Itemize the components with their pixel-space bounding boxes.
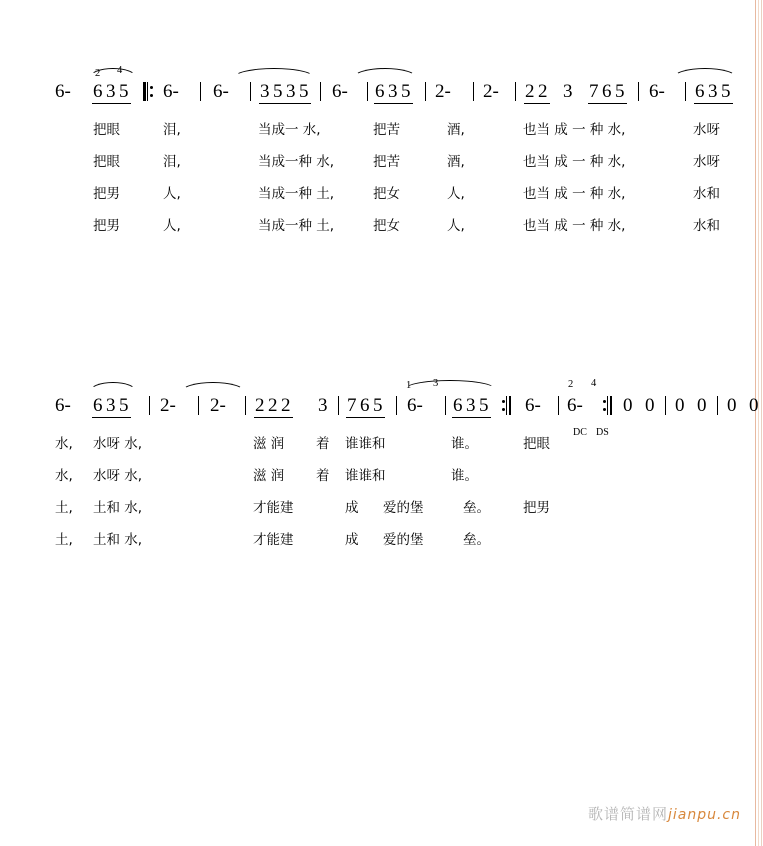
beam-line: [524, 103, 550, 104]
page-edge-line: [761, 0, 762, 846]
note: 5: [479, 395, 489, 416]
note: 3: [318, 395, 328, 416]
note: 2-: [483, 81, 499, 102]
lyric: 当成一种 土,: [258, 218, 335, 234]
barline: [396, 396, 397, 415]
barline: [367, 82, 368, 101]
beam-line: [259, 103, 311, 104]
note: 6-: [163, 81, 179, 102]
note: 6: [93, 395, 103, 416]
lyric: 把男: [523, 500, 550, 516]
lyric: 水和: [693, 186, 720, 202]
note: 2: [525, 81, 535, 102]
lyric: 泪,: [163, 122, 181, 138]
note: 5: [273, 81, 283, 102]
lyric: 谁谁和: [345, 468, 386, 484]
lyric: 滋 润: [253, 468, 285, 484]
beam-line: [588, 103, 627, 104]
lyric: 人,: [163, 218, 181, 234]
barline: [320, 82, 321, 101]
beam-line: [346, 417, 385, 418]
note: 2-: [210, 395, 226, 416]
slur-arc: [673, 68, 737, 78]
lyric: 把苦: [373, 154, 400, 170]
lyric: 把女: [373, 186, 400, 202]
lyric: 把眼: [93, 154, 120, 170]
lyric: 当成一 水,: [258, 122, 321, 138]
dc-annotation: DC: [573, 427, 587, 438]
note: 3: [708, 81, 718, 102]
lyric: 谁谁和: [345, 436, 386, 452]
slur-arc: [181, 382, 245, 392]
lyric: 水,: [55, 468, 73, 484]
lyric: 着: [316, 436, 330, 452]
beam-line: [254, 417, 293, 418]
barline: [445, 396, 446, 415]
page-edge-line: [755, 0, 756, 846]
fingering-mark: 2: [568, 379, 574, 390]
watermark-text: 歌谱简谱网: [587, 805, 668, 823]
note: 3: [106, 395, 116, 416]
barline: [638, 82, 639, 101]
barline: [149, 396, 150, 415]
fingering-mark: 1: [406, 380, 412, 391]
lyric: 水呀: [693, 122, 720, 138]
note: 5: [615, 81, 625, 102]
note: 6-: [55, 81, 71, 102]
lyric: 才能建: [253, 500, 294, 516]
note: 6: [375, 81, 385, 102]
fingering-mark: 3: [433, 378, 439, 389]
lyric: 才能建: [253, 532, 294, 548]
note: 7: [347, 395, 357, 416]
lyric: 把女: [373, 218, 400, 234]
lyric: 酒,: [447, 154, 465, 170]
note: 3: [563, 81, 573, 102]
lyric: 把男: [93, 186, 120, 202]
lyric: 人,: [447, 186, 465, 202]
barline: [200, 82, 201, 101]
note: 5: [373, 395, 383, 416]
lyric: 水和: [693, 218, 720, 234]
note: 6: [453, 395, 463, 416]
note-rest: 0: [749, 395, 759, 416]
note: 5: [119, 395, 129, 416]
note: 3: [106, 81, 116, 102]
note: 2: [538, 81, 548, 102]
slur-arc: [89, 382, 137, 392]
beam-line: [374, 103, 413, 104]
note-rest: 0: [697, 395, 707, 416]
barline: [425, 82, 426, 101]
lyric: 把眼: [523, 436, 550, 452]
lyric: 垒。: [463, 532, 490, 548]
note: 5: [401, 81, 411, 102]
lyric: 也当 成 一 种 水,: [523, 186, 626, 202]
barline: [245, 396, 246, 415]
lyric: 土和 水,: [93, 500, 143, 516]
note: 3: [286, 81, 296, 102]
lyric: 也当 成 一 种 水,: [523, 122, 626, 138]
lyric: 当成一种 土,: [258, 186, 335, 202]
lyric: 也当 成 一 种 水,: [523, 218, 626, 234]
lyric: 水呀: [693, 154, 720, 170]
note: 6-: [525, 395, 541, 416]
note: 3: [260, 81, 270, 102]
lyric: 土,: [55, 532, 73, 548]
beam-line: [92, 417, 131, 418]
note: 6-: [332, 81, 348, 102]
note: 6-: [567, 395, 583, 416]
note-rest: 0: [623, 395, 633, 416]
lyric: 土,: [55, 500, 73, 516]
barline: [558, 396, 559, 415]
watermark-site: jianpu.cn: [667, 807, 741, 823]
ds-annotation: DS: [596, 427, 609, 438]
lyric: 酒,: [447, 122, 465, 138]
barline: [665, 396, 666, 415]
note: 6-: [55, 395, 71, 416]
beam-line: [452, 417, 491, 418]
note: 2: [255, 395, 265, 416]
page-edge-line: [758, 0, 759, 846]
barline: [473, 82, 474, 101]
note: 6: [695, 81, 705, 102]
watermark: [588, 803, 741, 824]
lyric: 着: [316, 468, 330, 484]
note-rest: 0: [675, 395, 685, 416]
lyric: 土和 水,: [93, 532, 143, 548]
note: 6: [602, 81, 612, 102]
slur-arc: [353, 68, 417, 78]
note-rest: 0: [645, 395, 655, 416]
note: 5: [299, 81, 309, 102]
note: 7: [589, 81, 599, 102]
barline: [198, 396, 199, 415]
note: 6: [93, 81, 103, 102]
lyric: 泪,: [163, 154, 181, 170]
note: 6: [360, 395, 370, 416]
lyric: 人,: [163, 186, 181, 202]
lyric: 把眼: [93, 122, 120, 138]
note: 2-: [435, 81, 451, 102]
lyric: 爱的堡: [383, 532, 424, 548]
fingering-mark: 2: [95, 68, 101, 79]
lyric: 谁。: [451, 436, 478, 452]
lyric: 把男: [93, 218, 120, 234]
note: 6-: [213, 81, 229, 102]
slur-arc: [403, 380, 497, 390]
lyric: 水呀 水,: [93, 436, 143, 452]
lyric: 谁。: [451, 468, 478, 484]
note: 2: [281, 395, 291, 416]
lyric: 把苦: [373, 122, 400, 138]
lyric: 成: [345, 532, 359, 548]
barline: [250, 82, 251, 101]
note-rest: 0: [727, 395, 737, 416]
barline: [717, 396, 718, 415]
slur-arc: [233, 68, 315, 78]
lyric: 人,: [447, 218, 465, 234]
note: 2: [268, 395, 278, 416]
lyric: 水,: [55, 436, 73, 452]
barline: [515, 82, 516, 101]
beam-line: [92, 103, 131, 104]
note: 6-: [649, 81, 665, 102]
lyric: 水呀 水,: [93, 468, 143, 484]
note: 6-: [407, 395, 423, 416]
lyric: 当成一种 水,: [258, 154, 335, 170]
barline: [685, 82, 686, 101]
note: 3: [466, 395, 476, 416]
fingering-mark: 4: [117, 65, 123, 76]
beam-line: [694, 103, 733, 104]
note: 5: [721, 81, 731, 102]
fingering-mark: 4: [591, 378, 597, 389]
lyric: 滋 润: [253, 436, 285, 452]
note: 3: [388, 81, 398, 102]
lyric: 爱的堡: [383, 500, 424, 516]
lyric: 也当 成 一 种 水,: [523, 154, 626, 170]
note: 5: [119, 81, 129, 102]
lyric: 成: [345, 500, 359, 516]
note: 2-: [160, 395, 176, 416]
barline: [338, 396, 339, 415]
lyric: 垒。: [463, 500, 490, 516]
